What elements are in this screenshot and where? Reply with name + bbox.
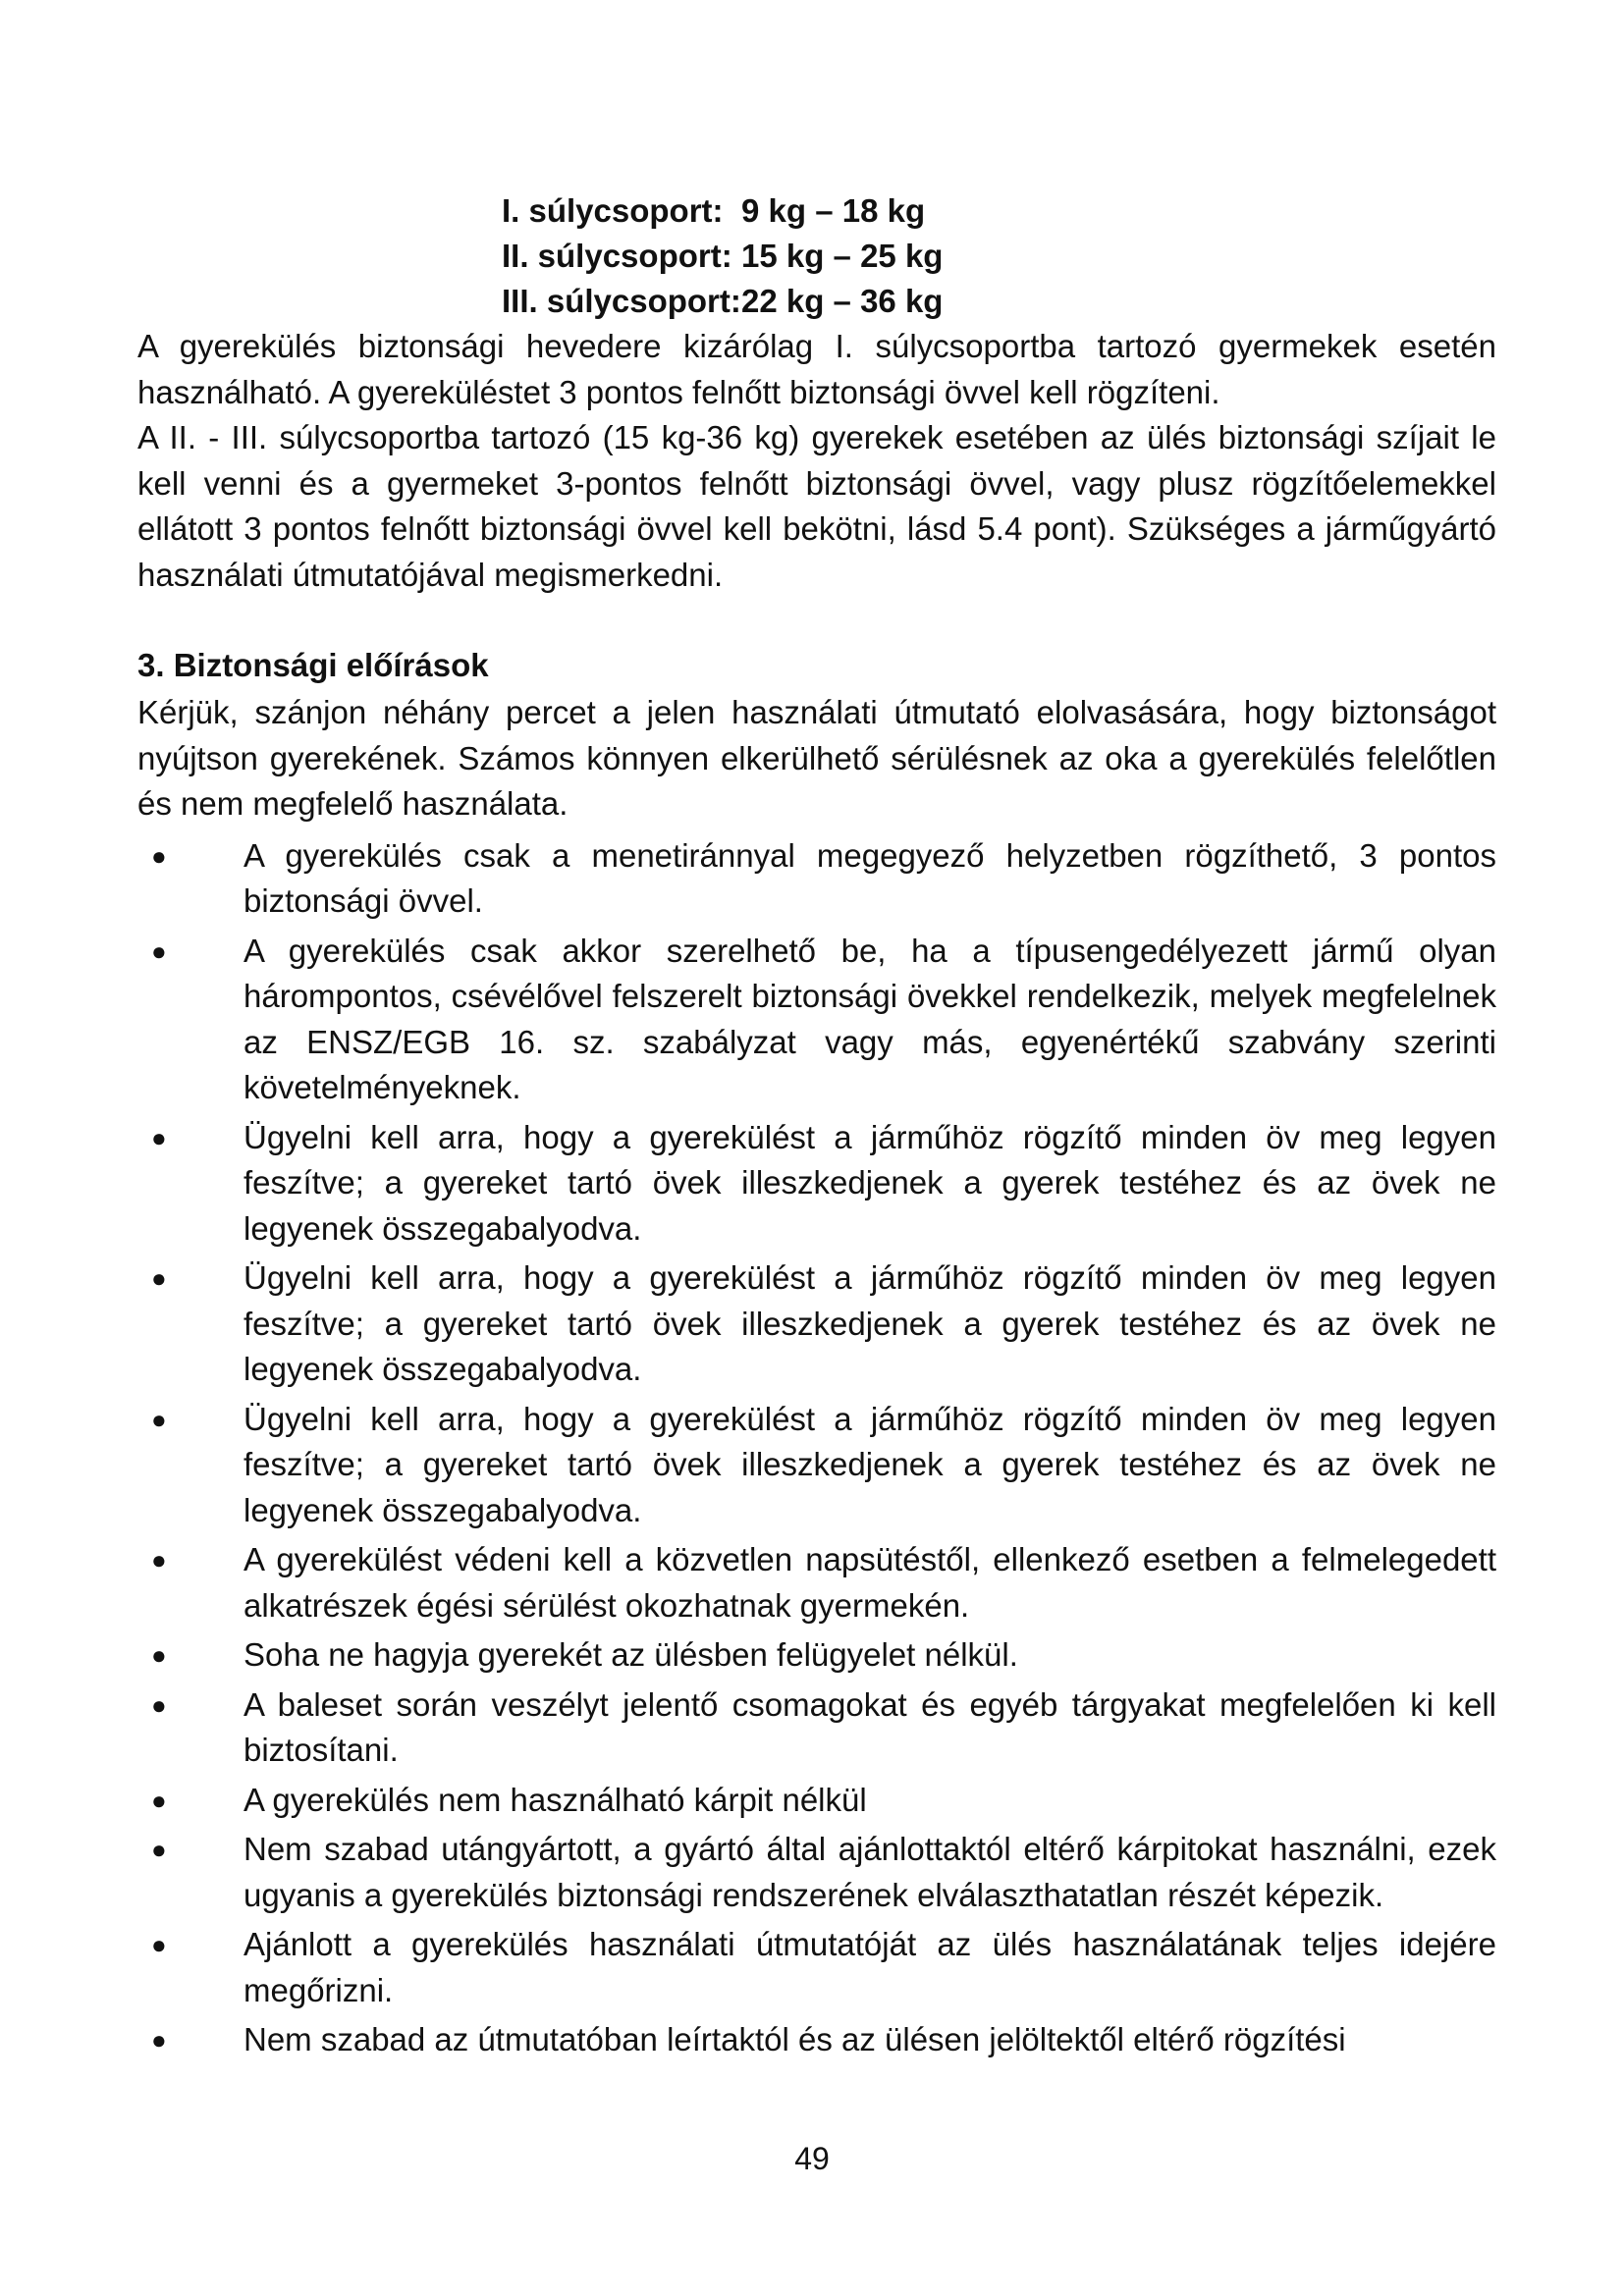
list-item-text: Ügyelni kell arra, hogy a gyerekülést a járműhöz rögzítő minden öv meg legyen feszítve; a gyereket tartó övek illeszkedjenek a gyerek testéhez és az övek ne legyenek összegabalyodva. bbox=[244, 1118, 1496, 1247]
list-item bbox=[137, 1115, 1496, 1253]
section-intro: Kérjük, szánjon néhány percet a jelen használati útmutató elolvasására, hogy biztonságot nyújtson gyerekének. Számos könnyen elkerülhető sérülésnek az oka a gyerekülés felelőtlen és nem megfelelő használata. bbox=[137, 694, 1496, 822]
list-item bbox=[137, 1632, 1496, 1679]
list-item bbox=[137, 929, 1496, 1111]
list-item-text: A gyerekülést védeni kell a közvetlen napsütéstől, ellenkező esetben a felmelegedett alkatrészek égési sérülést okozhatnak gyermekén. bbox=[244, 1541, 1496, 1624]
bullet-icon: ● bbox=[151, 935, 167, 966]
weight-group-label: II. súlycsoport: bbox=[502, 238, 732, 274]
bullet-icon: ● bbox=[151, 1689, 167, 1720]
list-item bbox=[137, 1778, 1496, 1824]
list-item-text: A gyerekülés csak a menetiránnyal megegyező helyzetben rögzíthető, 3 pontos biztonsági övvel. bbox=[244, 836, 1496, 919]
weight-group-range: 9 kg – 18 kg bbox=[741, 192, 926, 229]
bullet-icon: ● bbox=[151, 1835, 167, 1864]
list-item bbox=[137, 1682, 1496, 1774]
list-item bbox=[137, 1827, 1496, 1918]
list-item bbox=[137, 2017, 1496, 2063]
section-heading: 3. Biztonsági előírások bbox=[137, 647, 489, 683]
bullet-icon: ● bbox=[151, 1930, 167, 1959]
list-item-text: Ügyelni kell arra, hogy a gyerekülést a járműhöz rögzítő minden öv meg legyen feszítve; a gyereket tartó övek illeszkedjenek a gyerek testéhez és az övek ne legyenek összegabalyodva. bbox=[244, 1259, 1496, 1387]
weight-group-range: 22 kg – 36 kg bbox=[741, 283, 944, 319]
bullet-icon: ● bbox=[151, 1122, 167, 1152]
list-item-text: Nem szabad utángyártott, a gyártó által ajánlottaktól eltérő kárpitokat használni, ezek ugyanis a gyerekülés biztonsági rendszerének elválaszthatatlan részét képezik. bbox=[244, 1831, 1496, 1913]
weight-group-label: I. súlycsoport: bbox=[502, 192, 724, 229]
list-item-text: Soha ne hagyja gyerekét az ülésben felügyelet nélkül. bbox=[244, 1636, 1018, 1673]
list-item-text: Ajánlott a gyerekülés használati útmutatóját az ülés használatának teljes idejére megőrizni. bbox=[244, 1926, 1496, 2008]
list-item bbox=[137, 1537, 1496, 1629]
list-item bbox=[137, 833, 1496, 925]
weight-groups bbox=[502, 188, 943, 324]
main-content bbox=[137, 324, 1496, 2067]
bullet-icon: ● bbox=[151, 840, 167, 871]
list-item bbox=[137, 1255, 1496, 1393]
page-number: 49 bbox=[794, 2141, 830, 2176]
weight-group-label: III. súlycsoport: bbox=[502, 283, 741, 319]
safety-rules-list bbox=[137, 833, 1496, 2063]
bullet-icon: ● bbox=[151, 1545, 167, 1575]
group-two-three-paragraph: A II. - III. súlycsoportba tartozó (15 kg-36 kg) gyerekek esetében az ülés biztonsági szíjait le kell venni és a gyermeket 3-pontos felnőtt biztonsági övvel, vagy plusz rögzítőelemekkel ellátott 3 pontos felnőtt biztonsági övvel kell bekötni, lásd 5.4 pont). Szükséges a járműgyártó használati útmutatójával megismerkedni. bbox=[137, 419, 1496, 593]
list-item-text: A gyerekülés csak akkor szerelhető be, ha a típusengedélyezett jármű olyan hárompontos, csévélővel felszerelt biztonsági övekkel rendelkezik, melyek megfelelnek az ENSZ/EGB 16. sz. szabályzat vagy más, egyenértékű szabvány szerinti követelményeknek. bbox=[244, 932, 1496, 1105]
bullet-icon: ● bbox=[151, 2025, 167, 2055]
list-item bbox=[137, 1922, 1496, 2013]
weight-group-row bbox=[502, 279, 943, 324]
harness-paragraph: A gyerekülés biztonsági hevedere kizárólag I. súlycsoportba tartozó gyermekek esetén használható. A gyereküléstet 3 pontos felnőtt biztonsági övvel kell rögzíteni. bbox=[137, 328, 1496, 410]
list-item-text: A gyerekülés nem használható kárpit nélkül bbox=[244, 1781, 867, 1818]
weight-group-row bbox=[502, 234, 943, 279]
bullet-icon: ● bbox=[151, 1785, 167, 1815]
list-item-text: Nem szabad az útmutatóban leírtaktól és az ülésen jelöltektől eltérő rögzítési bbox=[244, 2021, 1346, 2057]
bullet-icon: ● bbox=[151, 1404, 167, 1434]
weight-group-range: 15 kg – 25 kg bbox=[741, 238, 944, 274]
list-item-text: A baleset során veszélyt jelentő csomagokat és egyéb tárgyakat megfelelően ki kell biztosítani. bbox=[244, 1685, 1496, 1768]
weight-group-row bbox=[502, 188, 943, 234]
bullet-icon: ● bbox=[151, 1263, 167, 1293]
list-item-text: Ügyelni kell arra, hogy a gyerekülést a járműhöz rögzítő minden öv meg legyen feszítve; a gyereket tartó övek illeszkedjenek a gyerek testéhez és az övek ne legyenek összegabalyodva. bbox=[244, 1400, 1496, 1528]
list-item bbox=[137, 1397, 1496, 1534]
bullet-icon: ● bbox=[151, 1640, 167, 1670]
